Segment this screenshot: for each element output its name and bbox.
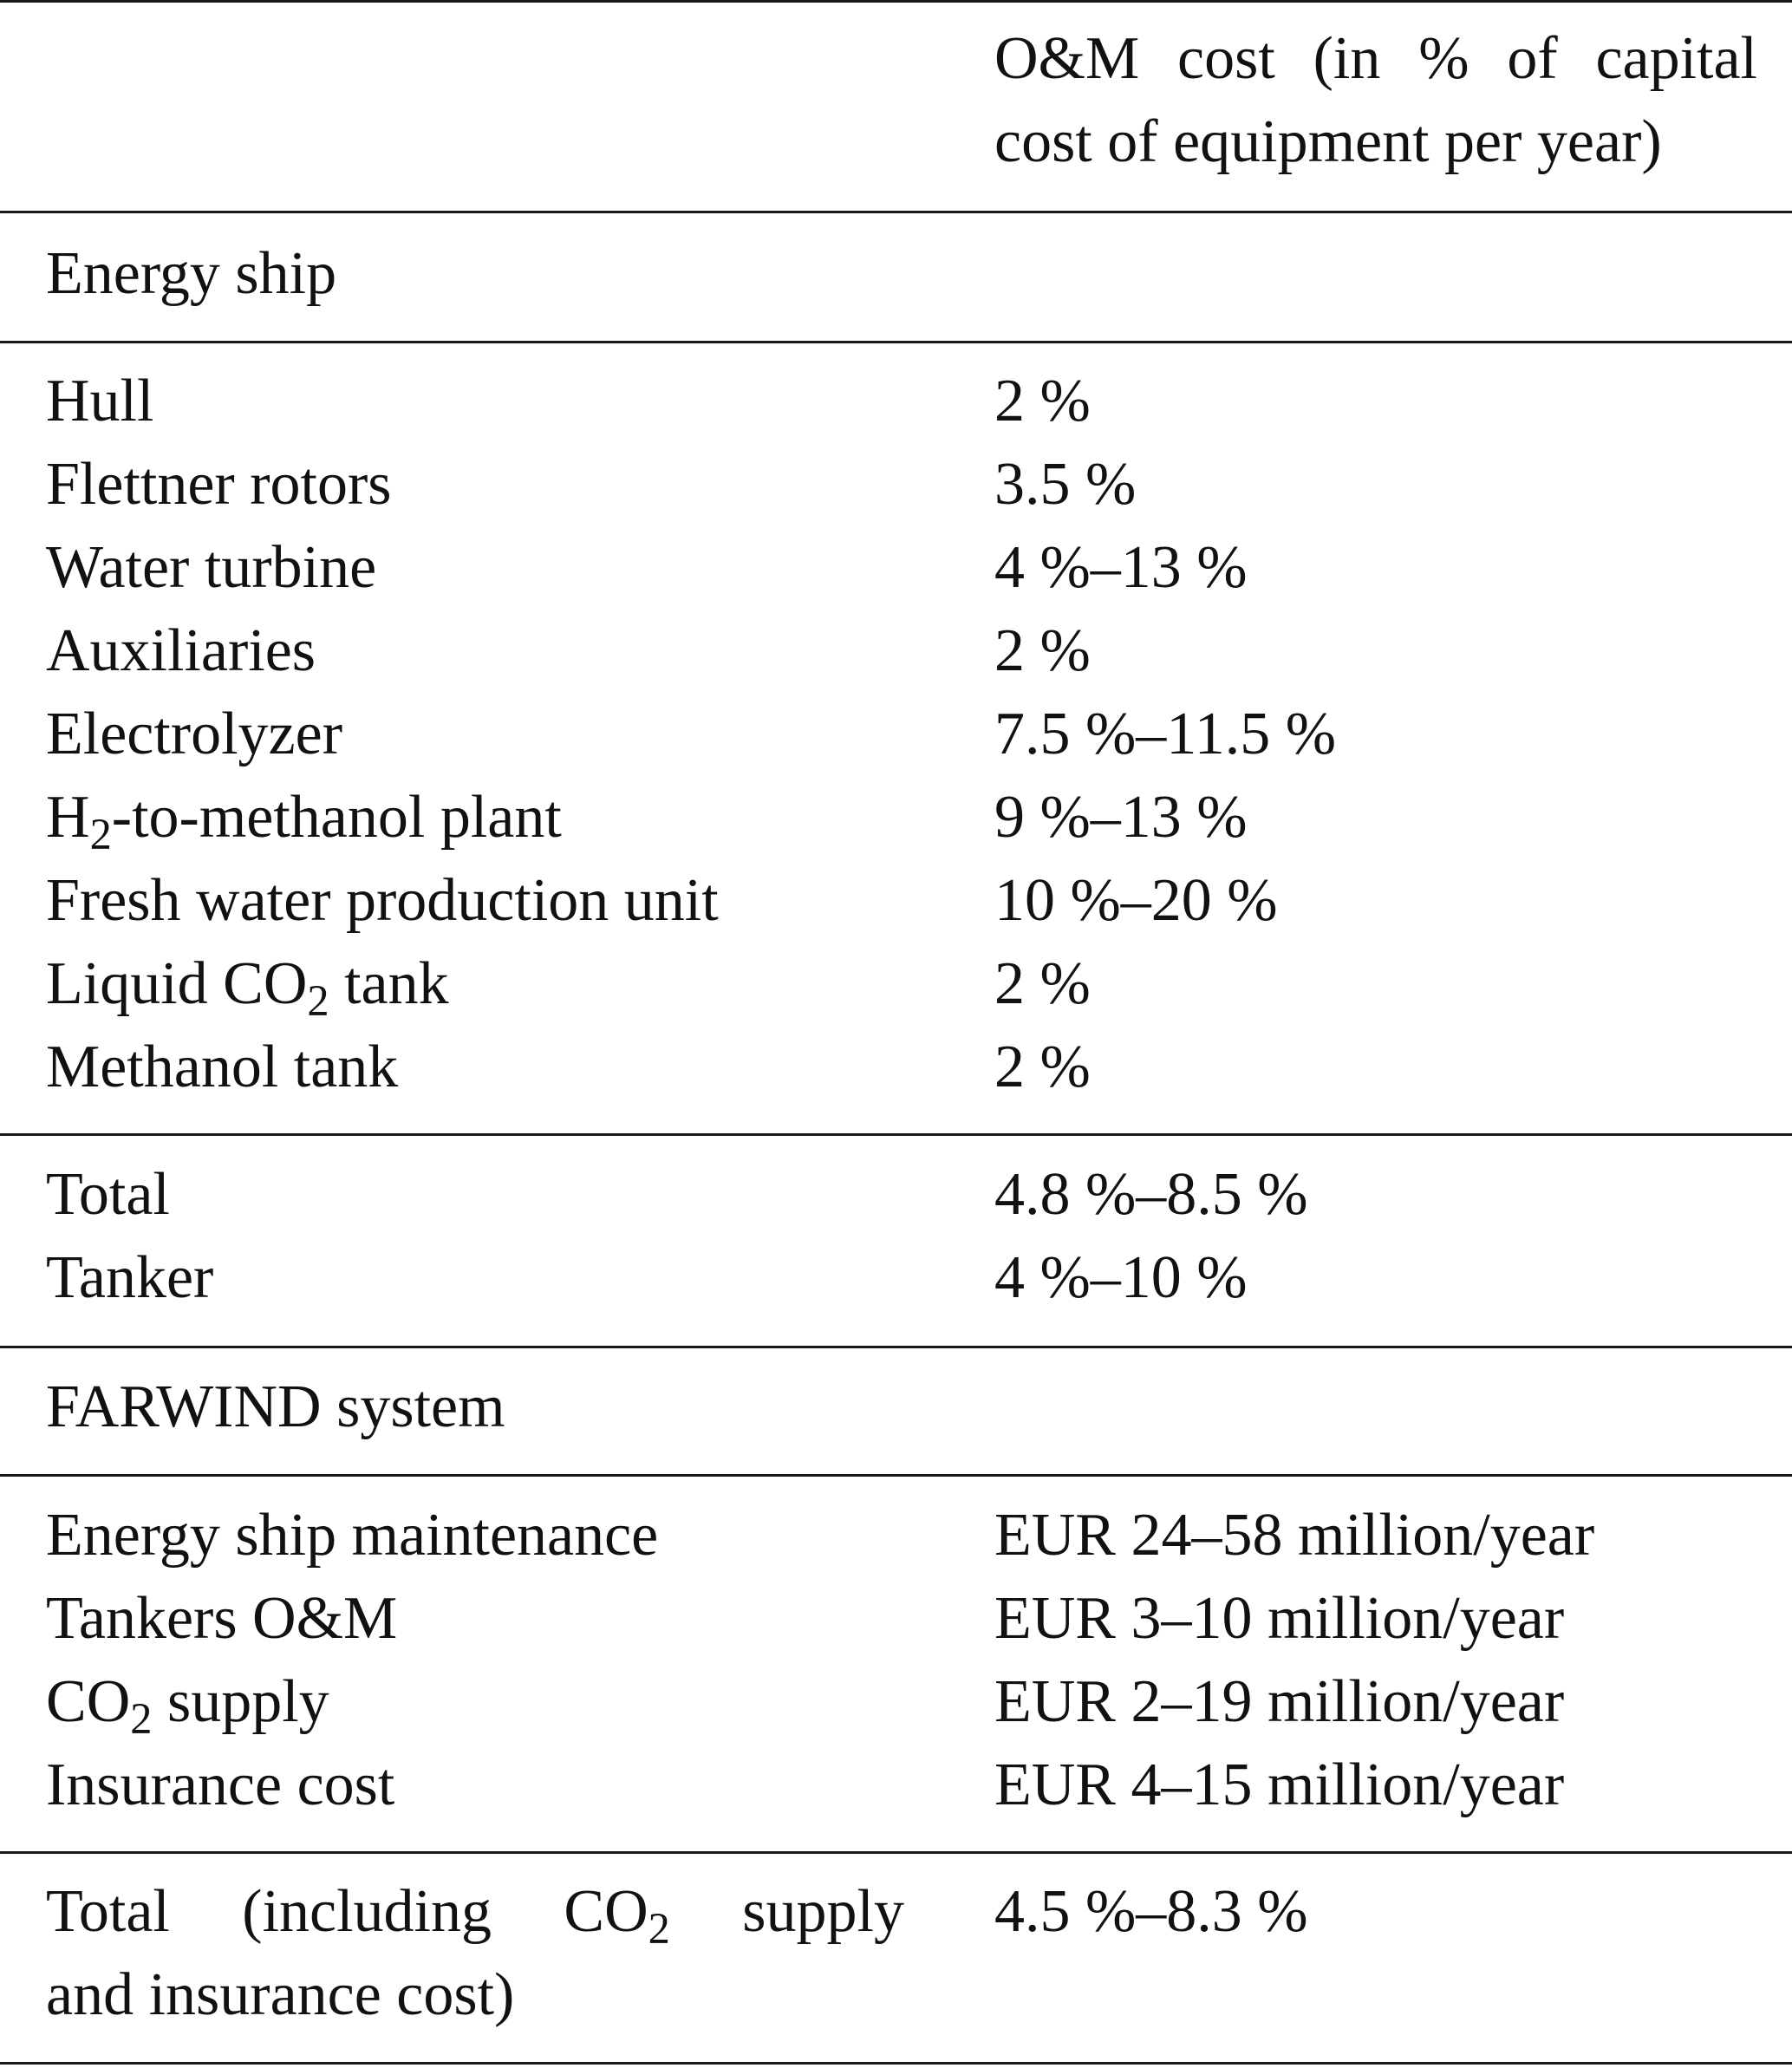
label-part: -to-methanol plant — [111, 784, 562, 851]
row-value-insurance-cost: EUR 4–15 million/year — [994, 1752, 1565, 1818]
section-rule-energy-ship — [0, 341, 1792, 343]
label-part: Liquid CO — [46, 950, 308, 1017]
subscript: 2 — [130, 1694, 153, 1744]
column-header-line-1: O&M cost (in % of capital — [994, 25, 1757, 92]
row-value-energy-ship-maintenance: EUR 24–58 million/year — [994, 1502, 1595, 1569]
section-rule-farwind — [0, 1474, 1792, 1477]
subscript: 2 — [89, 810, 112, 859]
row-label-water-turbine: Water turbine — [46, 534, 377, 601]
subscript: 2 — [648, 1904, 670, 1954]
row-label-electrolyzer: Electrolyzer — [46, 701, 343, 767]
row-value-flettner-rotors: 3.5 % — [994, 451, 1137, 518]
row-value-fresh-water-unit: 10 %–20 % — [994, 867, 1278, 934]
label-part: supply — [669, 1878, 904, 1945]
row-value-farwind-total: 4.5 %–8.3 % — [994, 1878, 1308, 1945]
farwind-total-label-line-2: and insurance cost) — [46, 1961, 515, 2028]
row-label-farwind-total — [46, 1870, 904, 2037]
row-value-methanol-tank: 2 % — [994, 1034, 1091, 1100]
column-header-om-cost — [994, 17, 1757, 184]
row-value-co2-supply: EUR 2–19 million/year — [994, 1668, 1565, 1735]
row-label-flettner-rotors: Flettner rotors — [46, 451, 392, 518]
label-part: H — [46, 784, 90, 851]
label-part: Total (including CO — [46, 1878, 648, 1945]
section-rule-farwind-top — [0, 1346, 1792, 1348]
totals-rule-farwind — [0, 1851, 1792, 1854]
row-label-tankers-om: Tankers O&M — [46, 1585, 398, 1652]
farwind-total-label-line-1 — [46, 1870, 904, 1954]
table-bottom-rule — [0, 2062, 1792, 2065]
row-value-total: 4.8 %–8.5 % — [994, 1161, 1308, 1228]
column-header-line-2: cost of equipment per year) — [994, 108, 1662, 175]
row-label-fresh-water-unit: Fresh water production unit — [46, 867, 719, 934]
row-value-water-turbine: 4 %–13 % — [994, 534, 1248, 601]
row-value-h2-to-methanol-plant: 9 %–13 % — [994, 784, 1248, 851]
row-label-total: Total — [46, 1161, 170, 1228]
table-top-rule — [0, 0, 1792, 3]
row-label-methanol-tank: Methanol tank — [46, 1034, 399, 1100]
subscript: 2 — [307, 976, 329, 1026]
row-value-liquid-co2-tank: 2 % — [994, 950, 1091, 1017]
row-label-auxiliaries: Auxiliaries — [46, 617, 316, 684]
row-label-hull: Hull — [46, 368, 154, 434]
row-value-hull: 2 % — [994, 368, 1091, 434]
row-value-tanker: 4 %–10 % — [994, 1244, 1248, 1311]
row-label-h2-to-methanol-plant — [46, 776, 562, 859]
row-label-co2-supply — [46, 1660, 329, 1744]
label-part: supply — [152, 1668, 329, 1735]
section-energy-ship: Energy ship — [46, 240, 337, 307]
label-part: tank — [329, 950, 449, 1017]
label-part: CO — [46, 1668, 131, 1735]
row-value-tankers-om: EUR 3–10 million/year — [994, 1585, 1565, 1652]
totals-rule-energy-ship — [0, 1133, 1792, 1136]
row-value-auxiliaries: 2 % — [994, 617, 1091, 684]
row-label-liquid-co2-tank — [46, 943, 449, 1026]
row-label-energy-ship-maintenance: Energy ship maintenance — [46, 1502, 659, 1569]
row-label-tanker: Tanker — [46, 1244, 214, 1311]
header-rule — [0, 211, 1792, 213]
section-farwind-system: FARWIND system — [46, 1373, 505, 1440]
row-label-insurance-cost: Insurance cost — [46, 1752, 395, 1818]
row-value-electrolyzer: 7.5 %–11.5 % — [994, 701, 1337, 767]
